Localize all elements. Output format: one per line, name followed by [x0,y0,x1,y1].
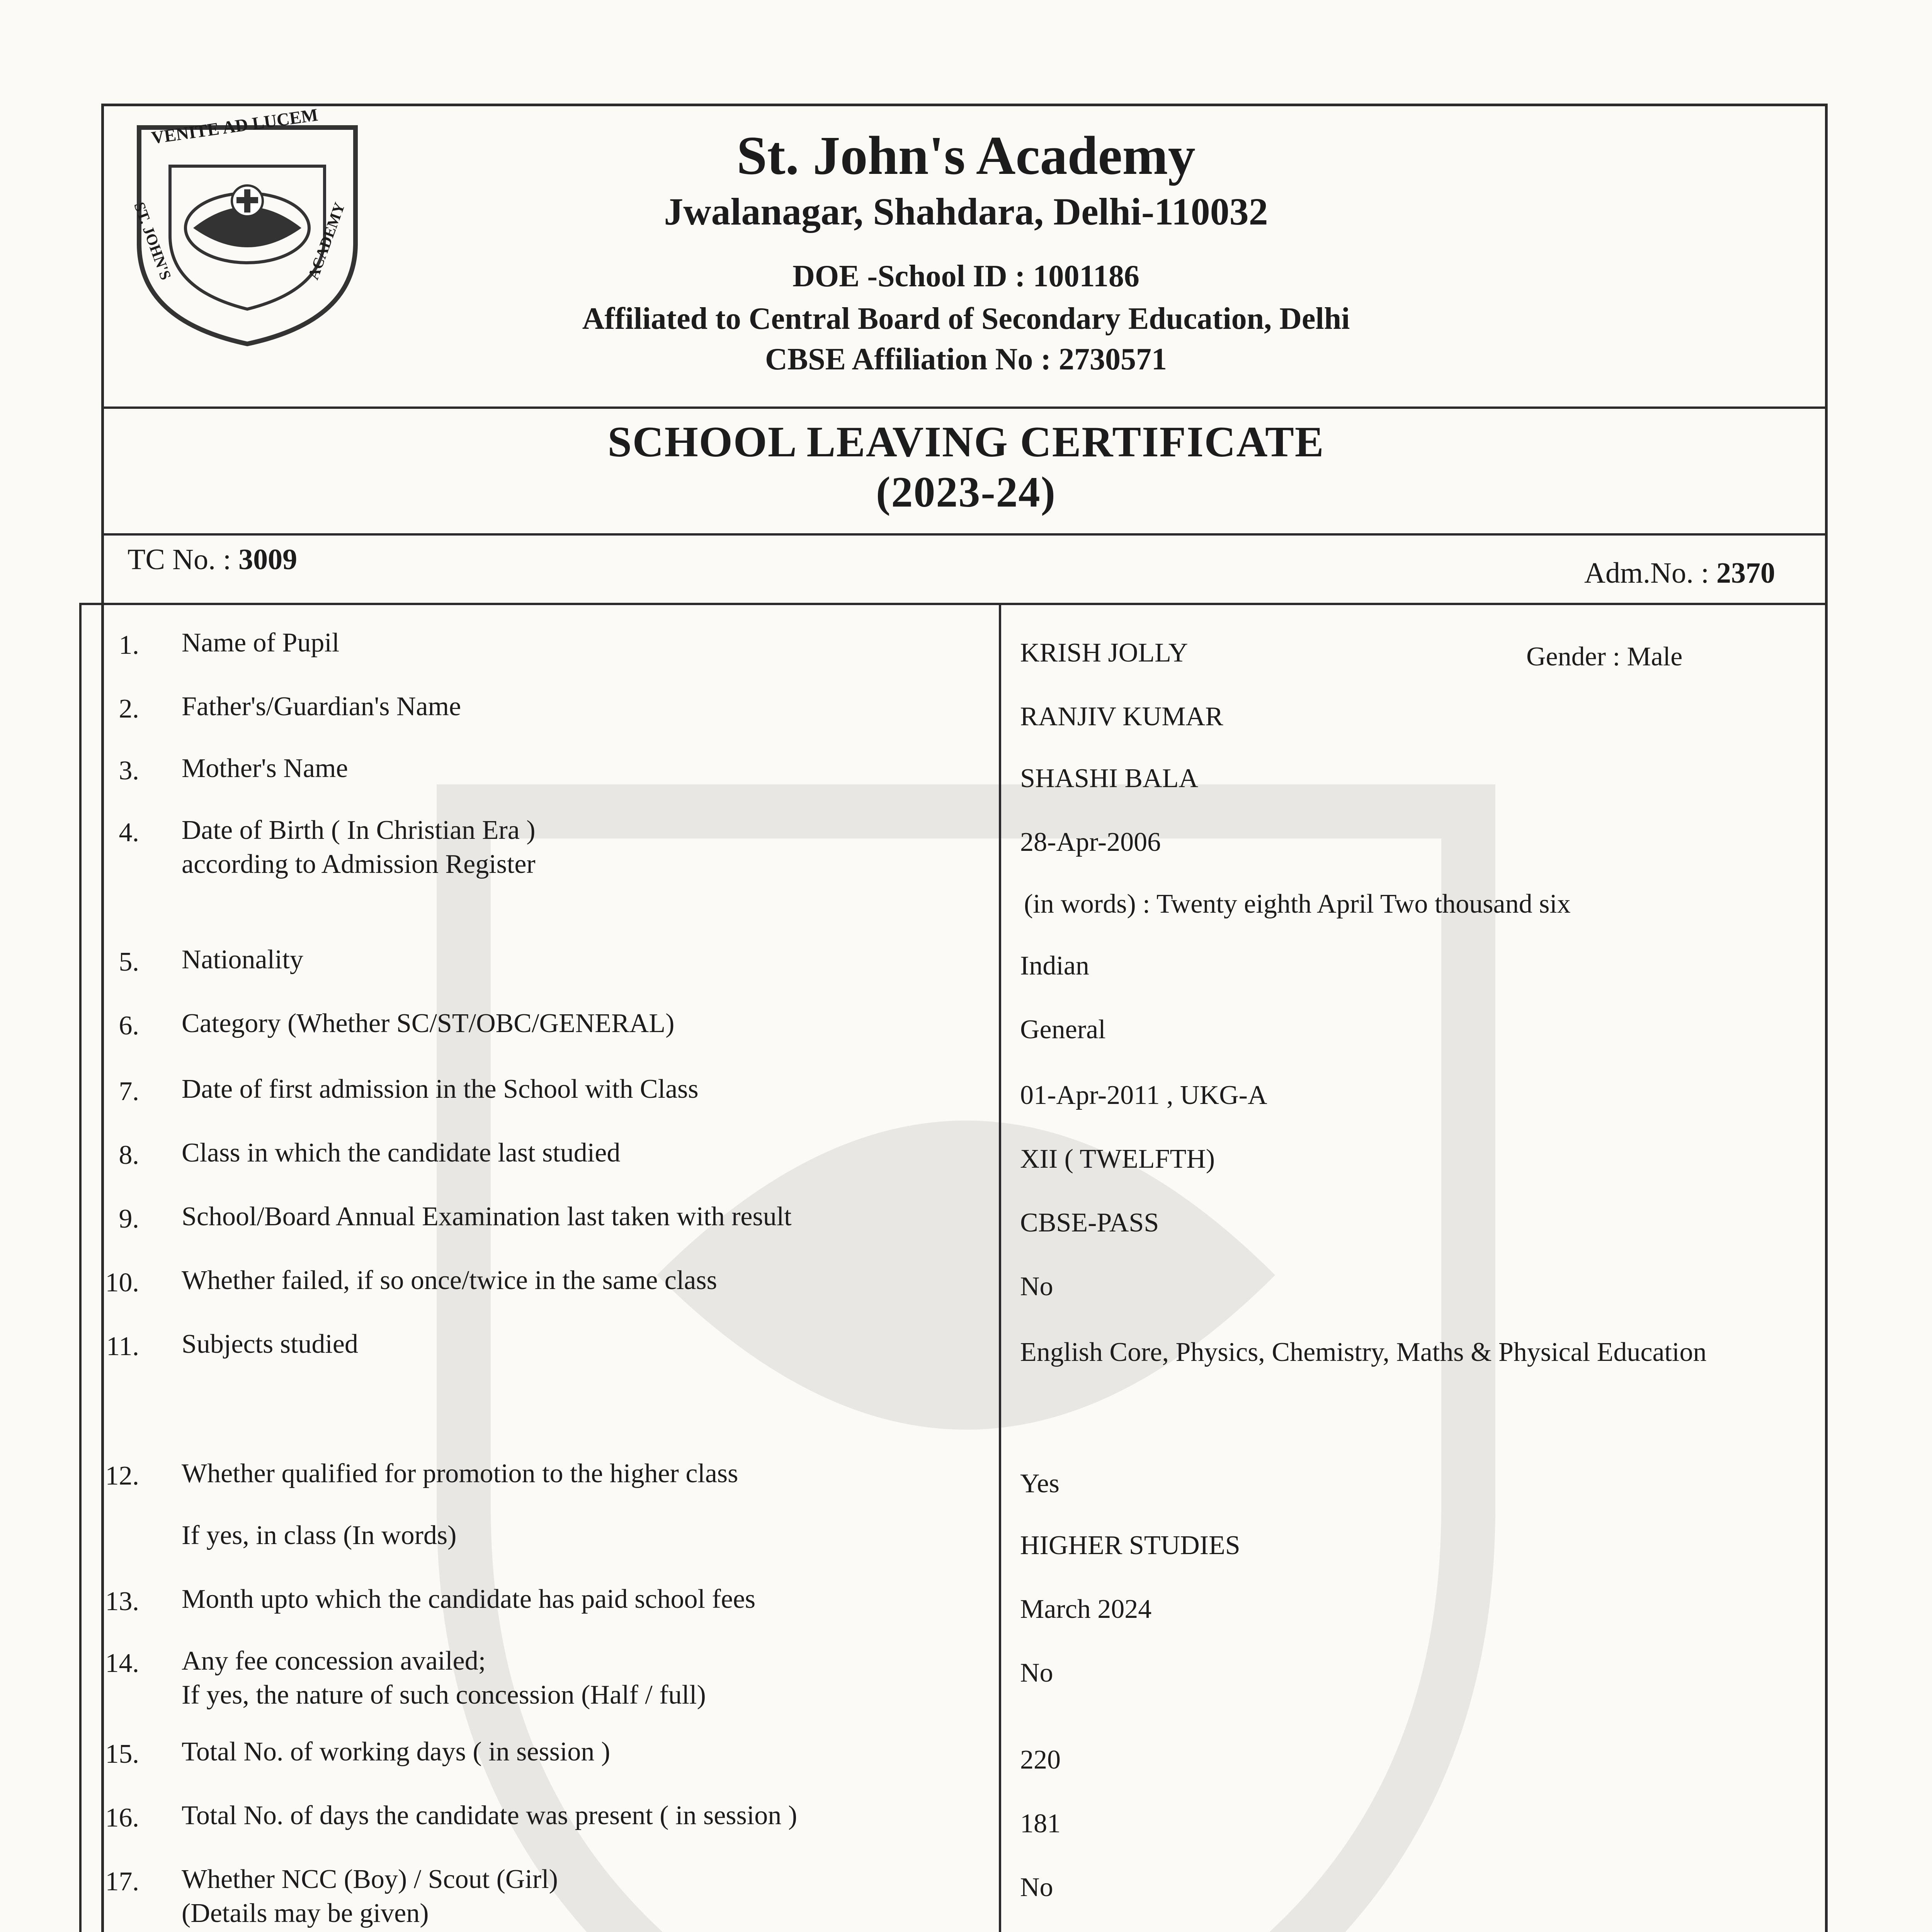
school-name: St. John's Academy [736,125,1196,186]
row-value: KRISH JOLLY [1020,638,1188,668]
row-label: Nationality [182,945,303,975]
certificate-session: (2023-24) [876,468,1056,516]
tc-number [128,543,297,577]
row-number: 6. [119,1011,139,1041]
row-label: Whether failed, if so once/twice in the same class [182,1265,717,1295]
gender: Gender : Male [1526,642,1683,672]
dob-in-words: (in words) : Twenty eighth April Two thousand six [1024,889,1571,919]
row-label: Class in which the candidate last studied [182,1138,621,1168]
row-label: Total No. of working days ( in session ) [182,1737,611,1767]
row-number: 7. [119,1077,139,1106]
row-label: Whether qualified for promotion to the higher class [182,1459,738,1488]
crest-left-text: ST. JOHN'S [131,199,175,282]
row-label: Name of Pupil [182,628,340,658]
row-label: Date of first admission in the School with Class [182,1074,699,1104]
row-value: No [1020,1272,1053,1301]
row-number: 8. [119,1140,139,1170]
divider [101,533,1828,536]
row-number: 14. [105,1648,139,1678]
row-number: 11. [106,1332,139,1361]
row-number: 4. [119,818,139,847]
row-value: No [1020,1658,1053,1688]
row-number: 2. [119,694,139,724]
row-value: CBSE-PASS [1020,1208,1159,1238]
admission-number [1584,556,1775,590]
row-number: 13. [105,1587,139,1616]
row-value: No [1020,1872,1053,1902]
adm-label: Adm.No. : [1584,557,1716,589]
row-label: Subjects studied [182,1329,358,1359]
row-value: General [1020,1015,1106,1044]
row-value: SHASHI BALA [1020,764,1198,793]
row-number: 3. [119,756,139,786]
table-left-border [79,603,82,1932]
table-top-border [79,603,1828,605]
row-number: 12. [105,1461,139,1491]
affiliation-text: Affiliated to Central Board of Secondary Education, Delhi [582,302,1350,336]
row-value: 220 [1020,1745,1061,1775]
row-number: 10. [105,1268,139,1298]
row-value: XII ( TWELFTH) [1020,1144,1215,1174]
row-value: English Core, Physics, Chemistry, Maths & Physical Education [1020,1337,1707,1367]
row-label: Whether NCC (Boy) / Scout (Girl) (Details may be given) [182,1864,558,1928]
crest-motto: VENITE AD LUCEM [150,105,319,148]
row-value: Indian [1020,951,1089,981]
crest-right-text: ACADEMY [304,200,349,282]
row-number: 17. [105,1867,139,1896]
tc-value: 3009 [238,543,298,576]
tc-label: TC No. : [128,543,239,576]
row-value: 181 [1020,1809,1061,1838]
row-label: Any fee concession availed; If yes, the nature of such concession (Half / full) [182,1646,706,1710]
row-number: 16. [105,1803,139,1833]
row-label: If yes, in class (In words) [182,1520,457,1550]
row-label: Father's/Guardian's Name [182,692,461,721]
adm-value: 2370 [1716,557,1775,589]
row-value: 28-Apr-2006 [1020,827,1161,857]
row-value: March 2024 [1020,1594,1152,1624]
affiliation-number: CBSE Affiliation No : 2730571 [765,342,1167,376]
row-number: 15. [105,1739,139,1769]
row-number: 1. [119,630,139,660]
table-column-divider [999,603,1001,1932]
row-label: Date of Birth ( In Christian Era ) according to Admission Register [182,815,536,879]
row-label: Total No. of days the candidate was present ( in session ) [182,1801,798,1830]
row-label: Mother's Name [182,753,348,783]
row-number: 5. [119,947,139,977]
row-label: Month upto which the candidate has paid school fees [182,1584,756,1614]
row-number: 9. [119,1204,139,1234]
row-label: Category (Whether SC/ST/OBC/GENERAL) [182,1009,675,1038]
divider [101,406,1828,409]
row-value: Yes [1020,1469,1060,1498]
doe-school-id: DOE -School ID : 1001186 [793,259,1139,293]
row-value: HIGHER STUDIES [1020,1531,1240,1560]
school-address: Jwalanagar, Shahdara, Delhi-110032 [664,190,1268,233]
row-label: School/Board Annual Examination last taken with result [182,1202,792,1231]
row-value: RANJIV KUMAR [1020,702,1223,731]
certificate-title: SCHOOL LEAVING CERTIFICATE [607,418,1325,466]
row-value: 01-Apr-2011 , UKG-A [1020,1080,1267,1110]
